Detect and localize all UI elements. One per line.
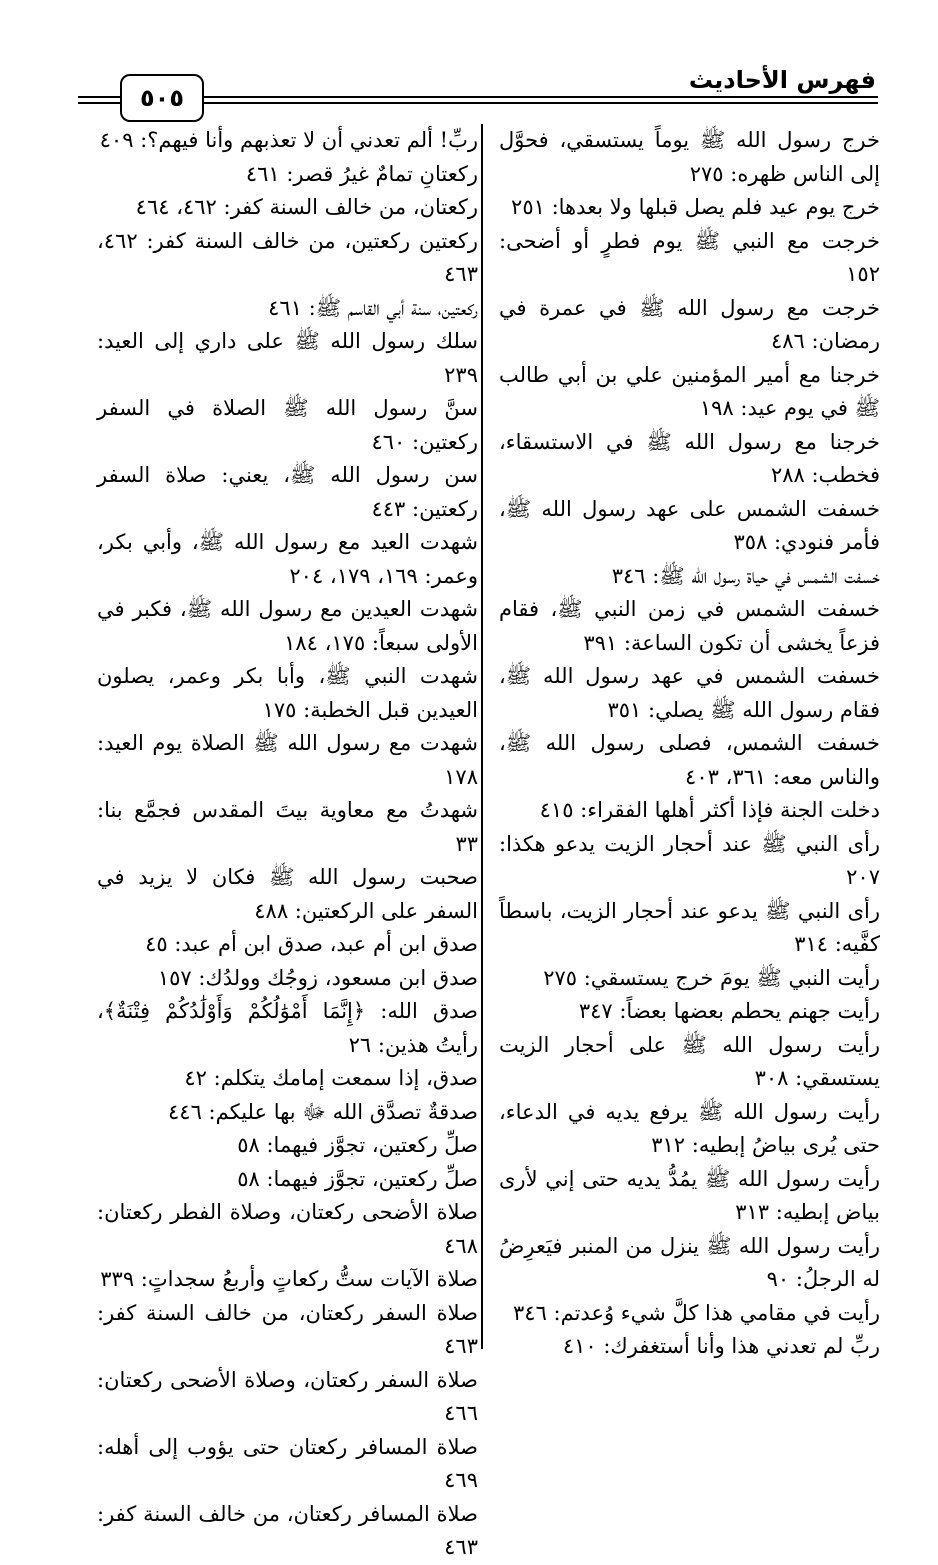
index-entry: صلاة السفر ركعتان، وصلاة الأضحى ركعتان: ٤٦٦ xyxy=(97,1367,478,1425)
index-entry: صلاة الآيات ستُّ ركعاتٍ وأربعُ سجداتٍ: ٣٣٩ xyxy=(100,1267,478,1291)
index-entry: رأيت رسول الله ﷺ على أحجار الزيت يستسقي: ٣٠٨ xyxy=(499,1032,880,1090)
index-entry: رأيت في مقامي هذا كلَّ شيء وُعدتم: ٣٤٦ xyxy=(513,1300,880,1325)
index-entry: دخلت الجنة فإذا أكثر أهلها الفقراء: ٤١٥ xyxy=(539,798,880,822)
index-entry: رأيت رسول الله ﷺ يمُدُّ يديه حتى إني لأرى بياض إبطيه: ٣١٣ xyxy=(499,1166,880,1224)
index-entry: صحبت رسول الله ﷺ فكان لا يزيد في السفر على الركعتين: ٤٨٨ xyxy=(97,865,478,923)
index-entry: صلاة المسافر ركعتان حتى يؤوب إلى أهله: ٤٦٩ xyxy=(97,1434,478,1492)
index-entry: صلاة المسافر ركعتان، من خالف السنة كفر: ٤٦٣ xyxy=(97,1501,478,1559)
index-entry: خرجنا مع أمير المؤمنين علي بن أبي طالب ﷺ في يوم عيد: ١٩٨ xyxy=(499,362,880,420)
index-entry: صدق الله: ﴿إِنَّمَا أَمْوَٰلُكُمْ وَأَوْلَٰدُكُمْ فِتْنَةٌ﴾، رأيتُ هذين: ٢٦ xyxy=(97,999,478,1057)
right-column xyxy=(485,124,880,1358)
index-entry: ركعتان، من خالف السنة كفر: ٤٦٢، ٤٦٤ xyxy=(135,195,478,219)
page-number: ٥٠٥ xyxy=(120,74,204,122)
index-entry: صدق، إذا سمعت إمامك يتكلم: ٤٢ xyxy=(184,1066,478,1090)
index-entry: رأى النبي ﷺ يدعو عند أحجار الزيت، باسطاً كفَّيه: ٣١٤ xyxy=(499,898,880,956)
index-entry: صلِّ ركعتين، تجوَّز فيهما: ٥٨ xyxy=(237,1133,478,1157)
index-entry: صلِّ ركعتين، تجوَّز فيهما: ٥٨ xyxy=(237,1166,478,1191)
left-column xyxy=(83,124,478,1559)
index-entry: سنَّ رسول الله ﷺ الصلاة في السفر ركعتين: ٤٦٠ xyxy=(97,396,478,454)
index-entry: شهدت العيد مع رسول الله ﷺ، وأبي بكر، وعمر: ١٦٩، ١٧٩، ٢٠٤ xyxy=(97,530,478,588)
index-entry: رأيت جهنم يحطم بعضها بعضاً: ٣٤٧ xyxy=(578,999,880,1023)
index-entry: سلك رسول الله ﷺ على داري إلى العيد: ٢٣٩ xyxy=(97,329,478,387)
index-entry: صلاة الأضحى ركعتان، وصلاة الفطر ركعتان: ٤٦٨ xyxy=(97,1200,478,1258)
index-entry: شهدت النبي ﷺ، وأبا بكر وعمر، يصلون العيدين قبل الخطبة: ١٧٥ xyxy=(97,664,478,722)
index-entry: خسفت الشمس، فصلى رسول الله ﷺ، والناس معه: ٣٦١، ٤٠٣ xyxy=(499,731,880,789)
index-entry: رأى النبي ﷺ عند أحجار الزيت يدعو هكذا: ٢٠٧ xyxy=(499,831,880,889)
index-entry: خرج رسول الله ﷺ يوماً يستسقي، فحوَّل إلى الناس ظهره: ٢٧٥ xyxy=(499,128,880,186)
index-entry: ركعتين ركعتين، من خالف السنة كفر: ٤٦٢، ٤٦٣ xyxy=(97,228,478,286)
index-entry: خرجت مع النبي ﷺ يوم فطرٍ أو أضحى: ١٥٢ xyxy=(499,228,880,286)
index-entry: شهدت العيدين مع رسول الله ﷺ، فكبر في الأولى سبعاً: ١٧٥، ١٨٤ xyxy=(97,597,478,655)
index-entry: خسفت الشمس على عهد رسول الله ﷺ، فأمر فنودي: ٣٥٨ xyxy=(499,496,880,554)
index-entry: صدق ابن أم عبد، صدق ابن أم عبد: ٤٥ xyxy=(145,932,478,956)
index-entry: رأيت النبي ﷺ يومَ خرج يستسقي: ٢٧٥ xyxy=(543,965,880,990)
index-entry: ركعتين، سنة أبي القاسم ﷺ: ٤٦١ xyxy=(268,295,478,320)
index-entry: خسفت الشمس في حياة رسول الله ﷺ: ٣٤٦ xyxy=(611,563,880,588)
index-entry: خسفت الشمس في عهد رسول الله ﷺ، فقام رسول الله ﷺ يصلي: ٣٥١ xyxy=(499,664,880,722)
index-entry: خرجت مع رسول الله ﷺ في عمرة في رمضان: ٤٨٦ xyxy=(499,295,880,353)
index-entry: رأيت رسول الله ﷺ ينزل من المنبر فيَعرِضُ له الرجلُ: ٩٠ xyxy=(499,1233,880,1291)
index-entry: خرجنا مع رسول الله ﷺ في الاستسقاء، فخطب: ٢٨٨ xyxy=(499,429,880,487)
index-entry: ربِّ لم تعدني هذا وأنا أستغفرك: ٤١٠ xyxy=(562,1334,880,1358)
index-entry: رأيت رسول الله ﷺ يرفع يديه في الدعاء، حتى يُرى بياضُ إبطيه: ٣١٢ xyxy=(499,1099,880,1157)
index-entry: خسفت الشمس في زمن النبي ﷺ، فقام فزعاً يخشى أن تكون الساعة: ٣٩١ xyxy=(499,597,880,655)
index-entry: صلاة السفر ركعتان، من خالف السنة كفر: ٤٦٣ xyxy=(97,1300,478,1358)
index-entry: صدقةٌ تصدَّق الله ﷻ بها عليكم: ٤٤٦ xyxy=(168,1099,478,1124)
index-entry: سن رسول الله ﷺ، يعني: صلاة السفر ركعتين: ٤٤٣ xyxy=(97,463,478,521)
index-entry: خرج يوم عيد فلم يصل قبلها ولا بعدها: ٢٥١ xyxy=(511,195,880,219)
index-entry: صدق ابن مسعود، زوجُك وولدُك: ١٥٧ xyxy=(157,965,478,990)
index-entry: ربِّ! ألم تعدني أن لا تعذبهم وأنا فيهم؟: ٤٠٩ xyxy=(99,128,478,152)
index-entry: ركعتانِ تمامٌ غيرُ قصر: ٤٦١ xyxy=(245,161,478,186)
index-entry: شهدتُ مع معاوية بيتَ المقدس فجمَّع بنا: ٣٣ xyxy=(97,798,478,856)
index-entry: شهدت مع رسول الله ﷺ الصلاة يوم العيد: ١٧٨ xyxy=(97,731,478,789)
page-header xyxy=(0,60,938,118)
page-title: فهرس الأحاديث xyxy=(688,66,876,94)
column-divider xyxy=(481,124,483,1349)
